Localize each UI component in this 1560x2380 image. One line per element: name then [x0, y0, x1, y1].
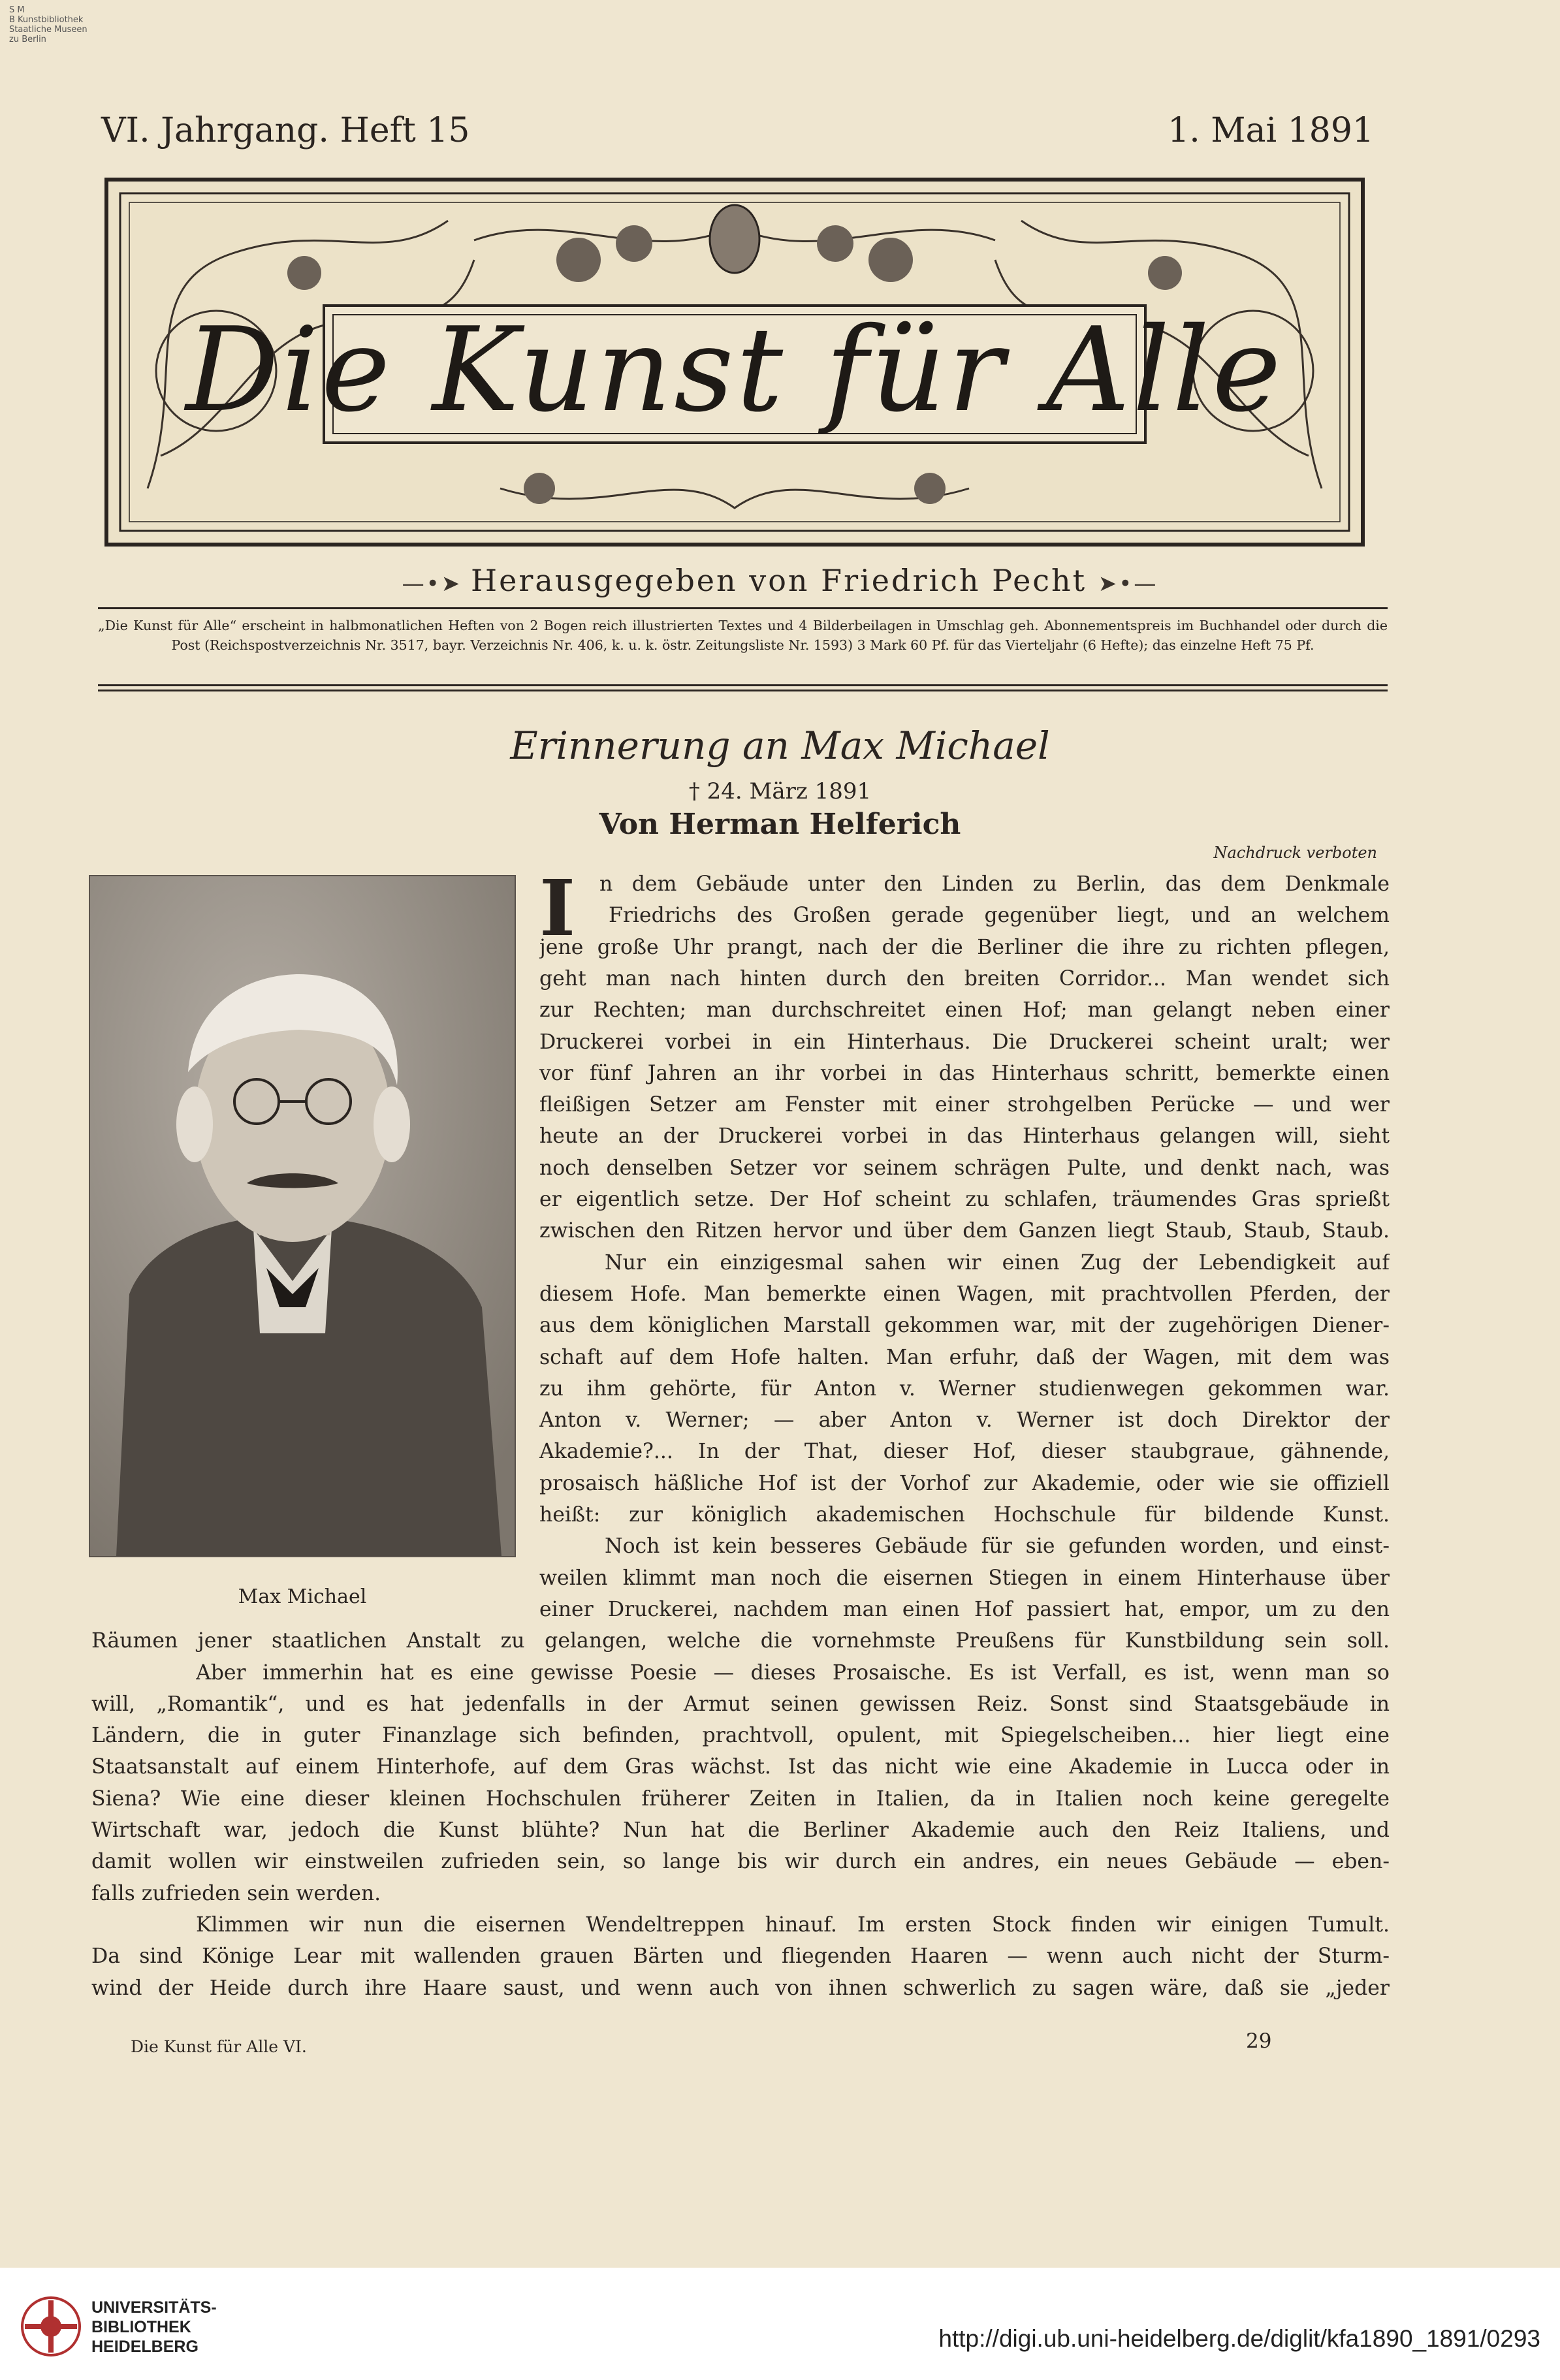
source-url-link[interactable]: http://digi.ub.uni-heidelberg.de/diglit/kfa1890_1891/0293	[938, 2325, 1540, 2352]
editor-line	[0, 563, 1560, 598]
article-title: Erinnerung an Max Michael	[510, 723, 1050, 768]
article-line: Siena? Wie eine dieser kleinen Hochschulen früherer Zeiten in Italien, da in Italien noch keine geregelte	[91, 1787, 1390, 1811]
article-line: einer Druckerei, nachdem man einen Hof passiert hat, empor, um zu den	[539, 1598, 1390, 1621]
issue-date: 1. Mai 1891	[1168, 111, 1374, 150]
library-name	[91, 2298, 217, 2356]
drop-cap: I	[539, 863, 576, 953]
article-line: Ländern, die in guter Finanzlage sich befinden, prachtvoll, opulent, mit Spiegelscheiben... hier liegt eine	[91, 1724, 1390, 1747]
article-line: will, „Romantik“, und es hat jedenfalls in der Armut seinen gewissen Reiz. Sonst sind Staatsgebäude in	[91, 1692, 1390, 1716]
article-line: diesem Hofe. Man bemerkte einen Wagen, mit prachtvollen Pferden, der	[539, 1282, 1390, 1306]
article-line: Druckerei vorbei in ein Hinterhaus. Die Druckerei scheint uralt; wer	[539, 1030, 1390, 1054]
library-name-line: BIBLIOTHEK	[91, 2318, 191, 2336]
divider	[98, 690, 1388, 691]
article-line: noch denselben Setzer vor seinem schrägen Pulte, und denkt nach, was	[539, 1156, 1390, 1180]
volume-issue: VI. Jahrgang. Heft 15	[101, 111, 470, 150]
article-line: falls zufrieden sein werden.	[91, 1882, 381, 1905]
article-line: fleißigen Setzer am Fenster mit einer strohgelben Perücke — und wer	[539, 1093, 1390, 1117]
ornament-dash-left: —•➤	[402, 571, 471, 597]
article-line: zwischen den Ritzen hervor und über dem Ganzen liegt Staub, Staub, Staub.	[539, 1219, 1390, 1243]
article-line: Anton v. Werner; — aber Anton v. Werner ist doch Direktor der	[539, 1408, 1390, 1432]
article-line: damit wollen wir einstweilen zufrieden sein, so lange bis wir durch ein andres, ein neues Gebäude — eben-	[91, 1850, 1390, 1873]
masthead-ornament	[104, 178, 1365, 547]
library-bar	[0, 2268, 1560, 2380]
article-line: Friedrichs des Großen gerade gegenüber liegt, und an welchem	[609, 904, 1390, 927]
death-date: † 24. März 1891	[688, 778, 872, 804]
subscription-notice: „Die Kunst für Alle“ erscheint in halbmonatlichen Heften von 2 Bogen reich illustrierten Textes und 4 Bilderbeilagen in Umschlag geh. Abonnementspreis im Buchhandel oder durch die Post (Reichspostverzeichnis Nr. 3517, bayr. Verzeichnis Nr. 406, k. u. k. östr. Zeitungsliste Nr. 1593) 3 Mark 60 Pf. für das Vierteljahr (6 Hefte); das einzelne Heft 75 Pf.	[98, 618, 1388, 653]
library-name-line: HEIDELBERG	[91, 2338, 199, 2356]
article-line: prosaisch häßliche Hof ist der Vorhof zur Akademie, oder wie sie offiziell	[539, 1472, 1390, 1495]
article-author: Von Herman Helferich	[599, 808, 961, 841]
article-line: Klimmen wir nun die eisernen Wendeltreppen hinauf. Im ersten Stock finden wir einigen Tumult.	[196, 1913, 1390, 1937]
article-line: n dem Gebäude unter den Linden zu Berlin, das dem Denkmale	[599, 872, 1390, 896]
stamp-line: zu Berlin	[9, 35, 46, 44]
article-line: Akademie?... In der That, dieser Hof, dieser staubgraue, gähnende,	[539, 1440, 1390, 1463]
stamp-line: Staatliche Museen	[9, 25, 88, 35]
article-line: geht man nach hinten durch den breiten Corridor... Man wendet sich	[539, 967, 1390, 991]
article-line: zur Rechten; man durchschreitet einen Hof; man gelangt neben einer	[539, 998, 1390, 1022]
article-line: Aber immerhin hat es eine gewisse Poesie — dieses Prosaische. Es ist Verfall, es ist, wenn man so	[196, 1661, 1390, 1685]
portrait-photo	[89, 875, 516, 1557]
article-line: zu ihm gehörte, für Anton v. Werner studienwegen gekommen war.	[539, 1377, 1390, 1401]
ornament-dash-right: ➤•—	[1098, 571, 1158, 597]
article-line: Staatsanstalt auf einem Hinterhofe, auf dem Gras wächst. Ist das nicht wie eine Akademie in Lucca oder in	[91, 1755, 1390, 1779]
article-line: Räumen jener staatlichen Anstalt zu gelangen, welche die vornehmste Preußens für Kunstbildung sein soll.	[91, 1629, 1390, 1653]
footer-title: Die Kunst für Alle VI.	[131, 2037, 307, 2056]
article-line: Nur ein einzigesmal sahen wir einen Zug der Lebendigkeit auf	[605, 1251, 1390, 1275]
article-line: heute an der Druckerei vorbei in das Hinterhaus gelangen will, sieht	[539, 1124, 1390, 1148]
article-line: vor fünf Jahren an ihr vorbei in das Hinterhaus schritt, bemerkte einen	[539, 1062, 1390, 1085]
library-name-line: UNIVERSITÄTS-	[91, 2298, 217, 2317]
rights-notice: Nachdruck verboten	[1213, 844, 1377, 862]
stamp-line: S M	[9, 5, 25, 15]
library-stamp	[9, 5, 88, 44]
article-line: schaft auf dem Hofe halten. Man erfuhr, daß der Wagen, mit dem was	[539, 1346, 1390, 1369]
article-line: weilen klimmt man noch die eisernen Stiegen in einem Hinterhause über	[539, 1566, 1390, 1590]
library-logo-icon	[20, 2295, 82, 2358]
stamp-line: B Kunstbibliothek	[9, 15, 84, 25]
editor-text: Herausgegeben von Friedrich Pecht	[471, 563, 1087, 598]
article-line: Da sind Könige Lear mit wallenden grauen Bärten und fliegenden Haaren — wenn auch nicht der Sturm-	[91, 1944, 1390, 1968]
article-line: er eigentlich setze. Der Hof scheint zu schlafen, träumendes Gras sprießt	[539, 1188, 1390, 1211]
article-line: Noch ist kein besseres Gebäude für sie gefunden worden, und einst-	[605, 1534, 1390, 1558]
article-line: wind der Heide durch ihre Haare saust, und wenn auch von ihnen schwerlich zu sagen wäre, daß sie „jeder	[91, 1976, 1390, 2000]
article-line: jene große Uhr prangt, nach der die Berliner die ihre zu richten pflegen,	[539, 936, 1390, 959]
article-line: heißt: zur königlich akademischen Hochschule für bildende Kunst.	[539, 1503, 1390, 1527]
masthead-title: Die Kunst für Alle	[185, 302, 1284, 437]
article-line: aus dem königlichen Marstall gekommen war, mit der zugehörigen Diener-	[539, 1314, 1390, 1337]
divider	[98, 607, 1388, 609]
divider	[98, 684, 1388, 686]
page-number: 29	[1246, 2029, 1272, 2053]
article-line: Wirtschaft war, jedoch die Kunst blühte? Nun hat die Berliner Akademie auch den Reiz Italiens, und	[91, 1818, 1390, 1842]
photo-caption: Max Michael	[238, 1585, 367, 1608]
portrait-illustration	[90, 876, 515, 1556]
